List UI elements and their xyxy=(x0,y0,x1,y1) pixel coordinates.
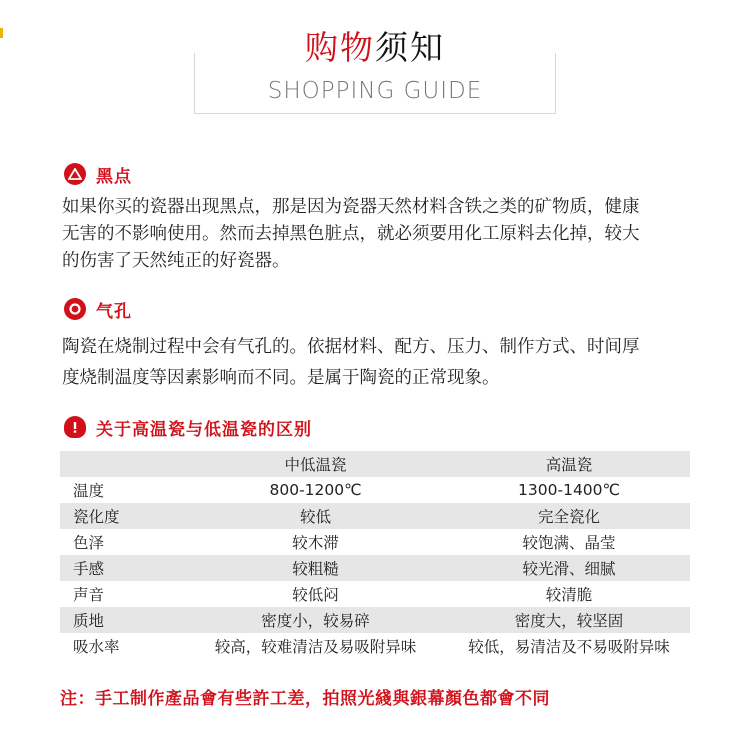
table-cell: 吸水率 xyxy=(73,638,120,656)
table-row xyxy=(60,633,690,659)
section-black-spots-header xyxy=(64,161,132,187)
table-cell: 质地 xyxy=(73,612,105,630)
table-row xyxy=(60,607,690,633)
table-row xyxy=(60,477,690,503)
text-line: 度烧制温度等因素影响而不同。是属于陶瓷的正常现象。 xyxy=(62,368,500,388)
section-pores-text xyxy=(62,334,702,392)
table-cell: 声音 xyxy=(73,586,105,604)
page-title-rest: 须知 xyxy=(375,28,445,67)
table-header-cell: 高温瓷 xyxy=(545,456,593,474)
table-row xyxy=(60,555,690,581)
table-row xyxy=(60,529,690,555)
table-cell: 较低 xyxy=(299,508,331,526)
table-cell: 1300-1400℃ xyxy=(518,481,620,499)
section-black-spots-text xyxy=(62,194,702,275)
page-subtitle: SHOPPING GUIDE xyxy=(267,78,483,104)
lightbulb-icon xyxy=(64,416,86,438)
table-cell: 密度大，较坚固 xyxy=(514,612,624,630)
table-cell: 密度小，较易碎 xyxy=(261,612,370,630)
table-cell: 完全瓷化 xyxy=(537,508,600,526)
table-cell: 较木滞 xyxy=(292,534,339,552)
section-pores-header xyxy=(64,296,132,322)
table-row xyxy=(60,581,690,607)
comparison-table xyxy=(60,451,690,659)
text-line: 如果你买的瓷器出现黑点，那是因为瓷器天然材料含铁之类的矿物质，健康 xyxy=(62,197,640,217)
page-title xyxy=(0,22,750,69)
text-line: 无害的不影响使用。然而去掉黑色脏点，就必须要用化工原料去化掉，较大 xyxy=(62,224,640,244)
table-cell: 较饱满、晶莹 xyxy=(522,534,616,552)
table-cell: 较清脆 xyxy=(545,586,593,604)
text-line: 的伤害了天然纯正的好瓷器。 xyxy=(62,251,290,271)
disclaimer-note: 注：手工制作產品會有些許工差，拍照光綫與銀幕顏色都會不同 xyxy=(60,689,550,709)
table-cell: 瓷化度 xyxy=(73,508,120,526)
table-cell: 较光滑、细腻 xyxy=(522,560,616,578)
table-cell: 色泽 xyxy=(73,534,105,552)
table-cell: 较粗糙 xyxy=(292,560,339,578)
table-cell: 较高，较难清洁及易吸附异味 xyxy=(214,638,417,656)
section-comparison-header xyxy=(64,414,312,440)
table-cell: 温度 xyxy=(73,482,105,500)
table-cell: 手感 xyxy=(73,560,105,578)
table-cell: 较低，易清洁及不易吸附异味 xyxy=(468,638,670,656)
section-title: 气孔 xyxy=(96,301,132,322)
table-header-cell: 中低温瓷 xyxy=(284,456,347,474)
ring-circle-icon xyxy=(64,298,86,320)
table-header-cell xyxy=(60,451,183,477)
table-cell: 较低闷 xyxy=(292,586,339,604)
table-row xyxy=(60,503,690,529)
text-line: 陶瓷在烧制过程中会有气孔的。依据材料、配方、压力、制作方式、时间厚 xyxy=(62,337,640,357)
table-header-row xyxy=(60,451,690,477)
section-title: 黑点 xyxy=(96,166,132,187)
table-cell: 800-1200℃ xyxy=(269,481,362,499)
page-title-accent: 购物 xyxy=(305,28,375,67)
warning-triangle-icon xyxy=(64,163,86,185)
section-title: 关于高温瓷与低温瓷的区别 xyxy=(96,419,312,440)
